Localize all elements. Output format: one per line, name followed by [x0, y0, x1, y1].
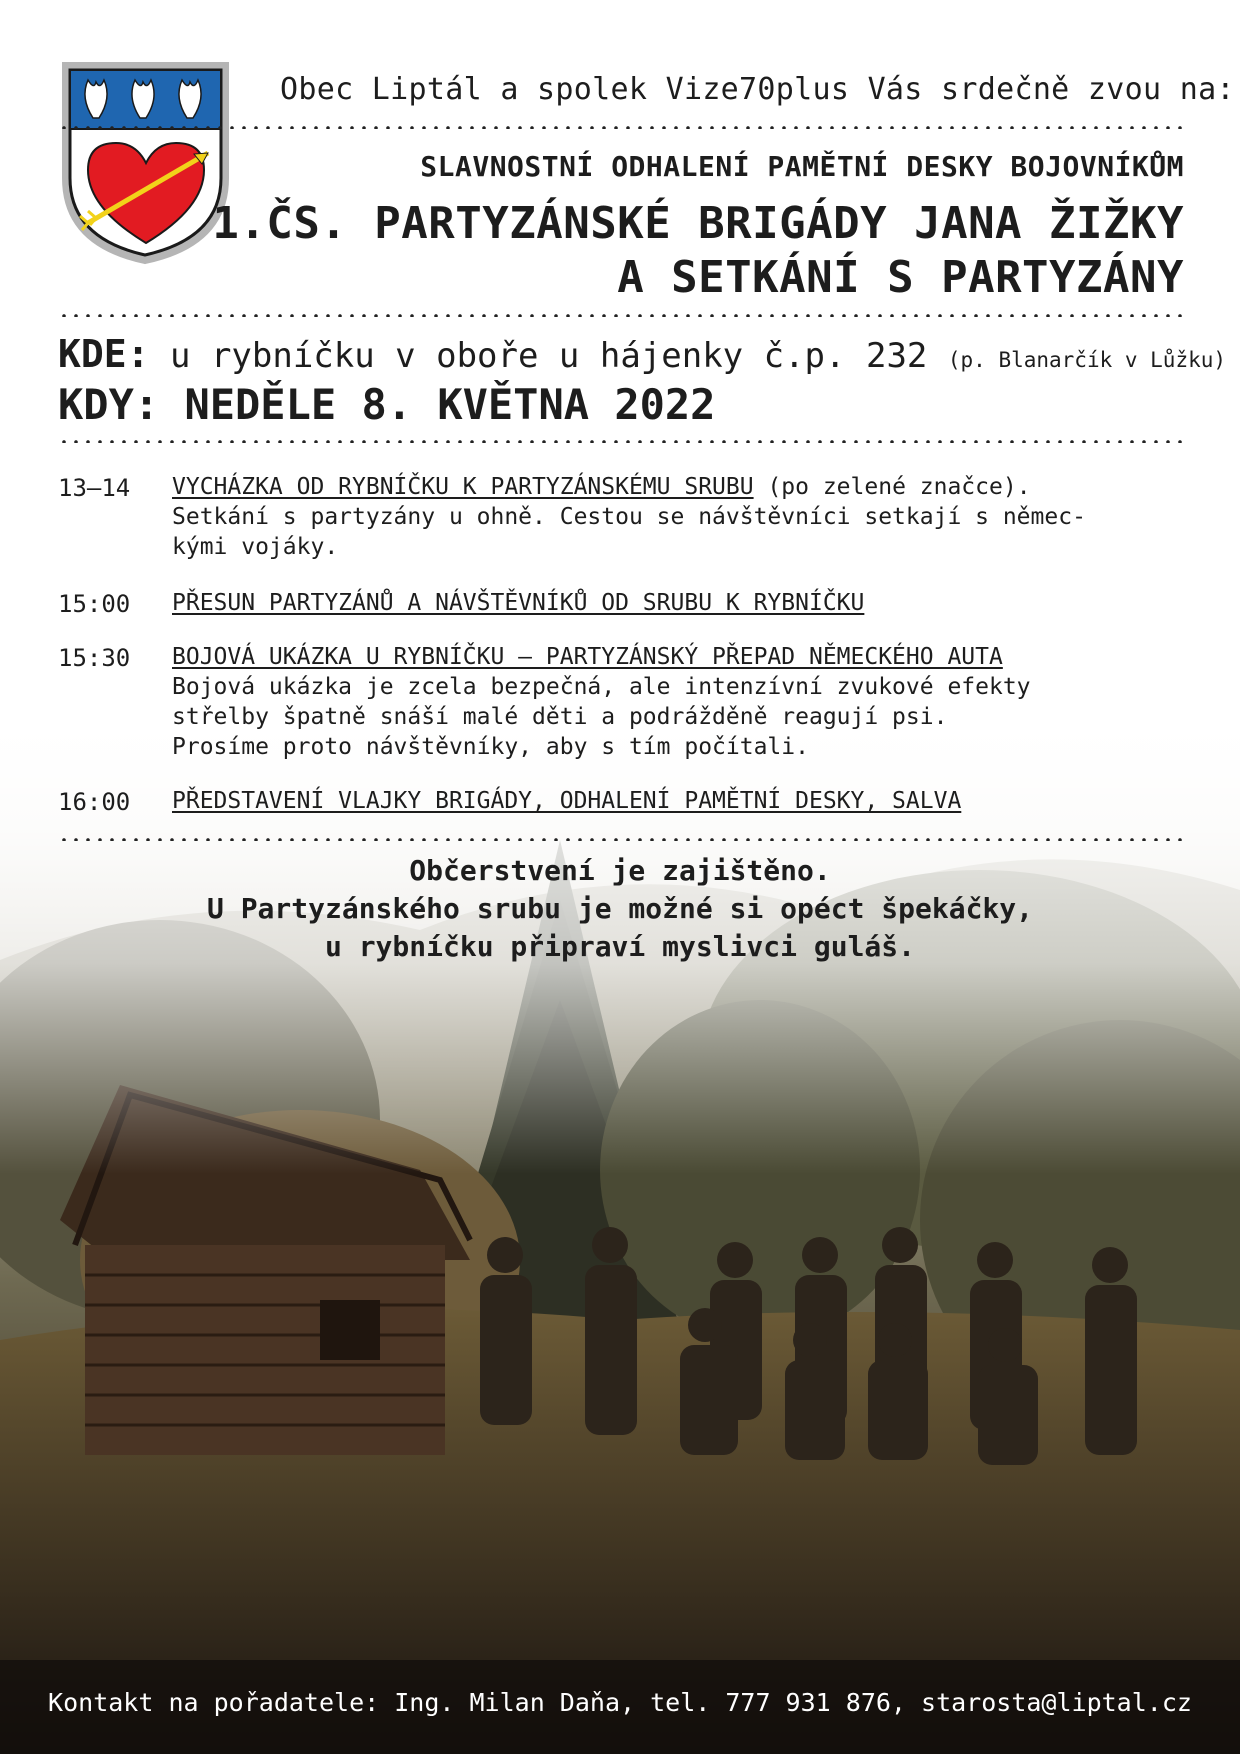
location-note: (p. Blanarčík v Lůžku) [947, 348, 1227, 372]
event-location [58, 332, 1226, 376]
program-item [172, 642, 1184, 762]
event-title-line-2: A SETKÁNÍ S PARTYZÁNY [617, 252, 1184, 303]
location-label: KDE: [58, 332, 150, 376]
program-time: 15:30 [58, 644, 131, 672]
organizer-contact: Kontakt na pořadatele: Ing. Milan Daňa, tel. 777 931 876, starosta@liptal.cz [48, 1688, 1192, 1717]
program-item [172, 588, 1184, 618]
date-label: KDY: [58, 380, 160, 429]
program-item [172, 786, 1184, 816]
village-coat-of-arms-icon [58, 58, 233, 268]
program-description-line: Bojová ukázka je zcela bezpečná, ale intenzívní zvukové efekty [172, 674, 1031, 700]
refreshments-line: u rybníčku připraví myslivci guláš. [324, 930, 915, 963]
event-date [58, 380, 715, 429]
date-value: NEDĚLE 8. KVĚTNA 2022 [184, 380, 716, 429]
program-title-note: (po zelené značce). [753, 474, 1031, 500]
program-time: 15:00 [58, 590, 131, 618]
location-value: u rybníčku v oboře u hájenky č.p. 232 [170, 336, 928, 376]
dotted-divider [58, 314, 1182, 317]
dotted-divider [58, 838, 1182, 841]
refreshments-info [0, 852, 1240, 966]
dotted-divider [58, 126, 1182, 129]
program-description-line: střelby špatně snáší malé děti a podrážděně reagují psi. [172, 704, 948, 730]
program-title: VYCHÁZKA OD RYBNÍČKU K PARTYZÁNSKÉMU SRUBU [172, 474, 754, 500]
invitation-line: Obec Liptál a spolek Vize70plus Vás srdečně zvou na: [280, 72, 1235, 107]
refreshments-line: Občerstvení je zajištěno. [409, 854, 831, 887]
refreshments-line: U Partyzánského srubu je možné si opéct špekáčky, [206, 892, 1033, 925]
program-description-line: Prosíme proto návštěvníky, aby s tím počítali. [172, 734, 809, 760]
dotted-divider [58, 440, 1182, 443]
program-title: BOJOVÁ UKÁZKA U RYBNÍČKU – PARTYZÁNSKÝ PŘEPAD NĚMECKÉHO AUTA [172, 644, 1003, 670]
program-description-line: kými vojáky. [172, 534, 339, 560]
event-subtitle: SLAVNOSTNÍ ODHALENÍ PAMĚTNÍ DESKY BOJOVNÍKŮM [420, 150, 1184, 183]
program-item [172, 472, 1184, 562]
program-description-line: Setkání s partyzány u ohně. Cestou se návštěvníci setkají s němec- [172, 504, 1086, 530]
event-title-line-1: 1.ČS. PARTYZÁNSKÉ BRIGÁDY JANA ŽIŽKY [212, 198, 1184, 249]
program-title: PŘEDSTAVENÍ VLAJKY BRIGÁDY, ODHALENÍ PAMĚTNÍ DESKY, SALVA [172, 788, 962, 814]
program-time: 13–14 [58, 474, 131, 502]
program-title: PŘESUN PARTYZÁNŮ A NÁVŠTĚVNÍKŮ OD SRUBU K RYBNÍČKU [172, 590, 865, 616]
program-time: 16:00 [58, 788, 131, 816]
